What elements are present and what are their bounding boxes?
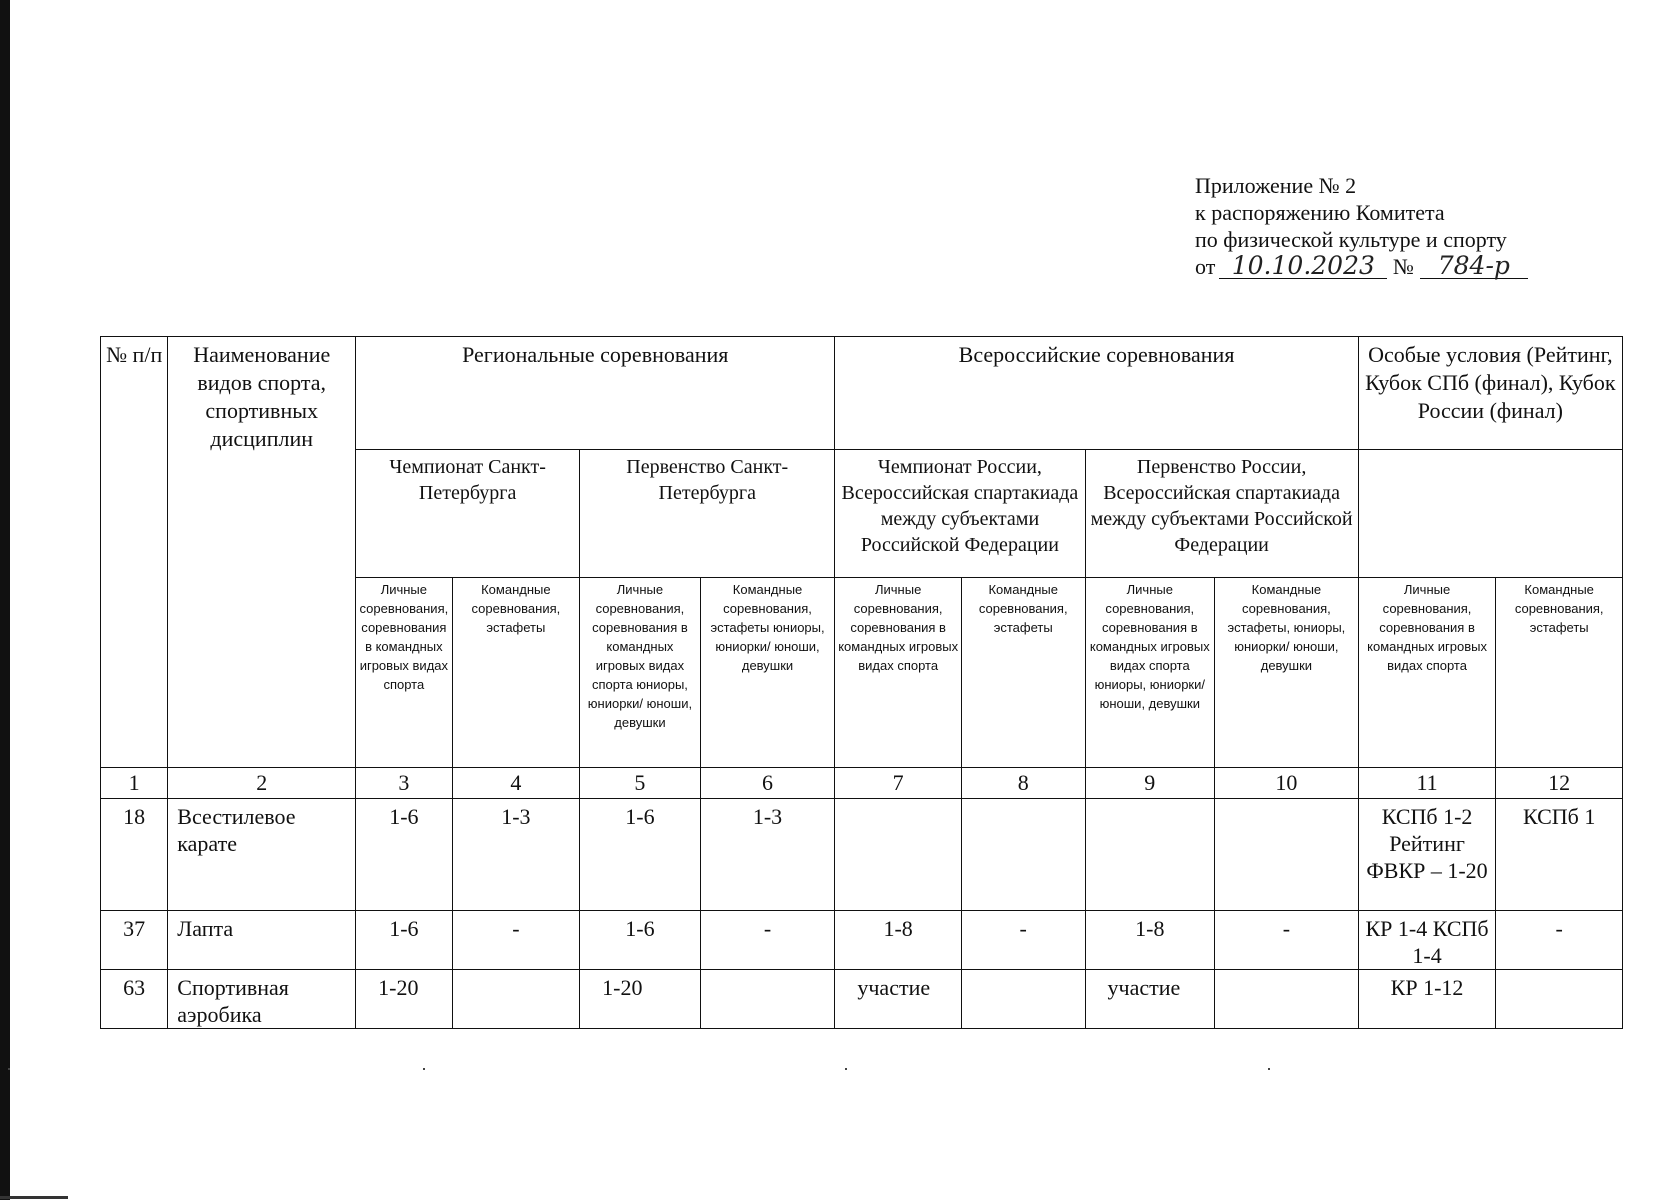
header-line-date: [1195, 253, 1528, 280]
competitions-table: [100, 336, 1623, 1029]
cell-c10: [1215, 970, 1359, 1029]
scan-dot: [1268, 1068, 1270, 1070]
column-number: 1: [101, 768, 168, 799]
cell-c10: [1215, 799, 1359, 911]
date-prefix: от: [1195, 254, 1216, 279]
cell-c9: участие: [1085, 970, 1215, 1029]
group-special-header: Особые условия (Рейтинг, Кубок СПб (финал), Кубок России (финал): [1358, 337, 1622, 450]
cell-c5: 1-6: [580, 911, 701, 970]
header-line-1: Приложение № 2: [1195, 173, 1357, 198]
cell-c11: КР 1-4 КСПб 1-4: [1358, 911, 1496, 970]
col7-header: Личные соревнования, соревнования в командных игровых видах спорта: [835, 578, 962, 768]
column-number: 4: [452, 768, 580, 799]
cell-c12: [1496, 970, 1623, 1029]
cell-c6: -: [700, 911, 835, 970]
table-row: [101, 799, 1623, 911]
cell-c4: 1-3: [452, 799, 580, 911]
row-num: 37: [101, 911, 168, 970]
cell-c5: 1-6: [580, 799, 701, 911]
row-num: 18: [101, 799, 168, 911]
col-num-header: № п/п: [101, 337, 168, 768]
cell-c4: [452, 970, 580, 1029]
cell-c11: КР 1-12: [1358, 970, 1496, 1029]
column-number: 5: [580, 768, 701, 799]
cell-c9: 1-8: [1085, 911, 1215, 970]
cell-c3: 1-20: [356, 970, 452, 1029]
cell-c6: [700, 970, 835, 1029]
sport-name: Спортивная аэробика: [168, 970, 356, 1029]
cell-c8: -: [961, 911, 1085, 970]
scan-bottom-mark: [0, 1196, 68, 1199]
group-allrussian-header: Всероссийские соревнования: [835, 337, 1358, 450]
col3-header: Личные соревнования, соревнования в командных игровых видах спорта: [356, 578, 452, 768]
column-number: 10: [1215, 768, 1359, 799]
col12-header: Командные соревнования, эстафеты: [1496, 578, 1623, 768]
col9-header: Личные соревнования, соревнования в командных игровых видах спорта юниоры, юниорки/ юноши, девушки: [1085, 578, 1215, 768]
cell-c9: [1085, 799, 1215, 911]
scan-dot: [845, 1068, 847, 1070]
col5-header: Личные соревнования, соревнования в командных игровых видах спорта юниоры, юниорки/ юноши, девушки: [580, 578, 701, 768]
appendix-header: [1195, 172, 1528, 280]
column-number: 7: [835, 768, 962, 799]
sub-special-empty: [1358, 450, 1622, 578]
col4-header: Командные соревнования, эстафеты: [452, 578, 580, 768]
sub-first-russia-header: Первенство России, Всероссийская спартакиада между субъектами Российской Федерации: [1085, 450, 1358, 578]
row-num: 63: [101, 970, 168, 1029]
header-line-3: по физической культуре и спорту: [1195, 227, 1507, 252]
cell-c11: КСПб 1-2 Рейтинг ФВКР – 1-20: [1358, 799, 1496, 911]
col8-header: Командные соревнования, эстафеты: [961, 578, 1085, 768]
col11-header: Личные соревнования, соревнования в командных игровых видах спорта: [1358, 578, 1496, 768]
sub-first-spb-header: Первенство Санкт-Петербурга: [580, 450, 835, 578]
column-number: 3: [356, 768, 452, 799]
column-number-row: [101, 768, 1623, 799]
group-regional-header: Региональные соревнования: [356, 337, 835, 450]
col6-header: Командные соревнования, эстафеты юниоры, юниорки/ юноши, девушки: [700, 578, 835, 768]
sport-name: Лапта: [168, 911, 356, 970]
col10-header: Командные соревнования, эстафеты, юниоры, юниорки/ юноши, девушки: [1215, 578, 1359, 768]
cell-c7: 1-8: [835, 911, 962, 970]
header-row-1: [101, 337, 1623, 450]
sport-name: Всестилевое карате: [168, 799, 356, 911]
cell-c3: 1-6: [356, 799, 452, 911]
cell-c4: -: [452, 911, 580, 970]
header-line-2: к распоряжению Комитета: [1195, 200, 1445, 225]
handwritten-date: 10.10.2023: [1219, 254, 1387, 279]
column-number: 6: [700, 768, 835, 799]
cell-c8: [961, 799, 1085, 911]
column-number: 12: [1496, 768, 1623, 799]
sub-champ-russia-header: Чемпионат России, Всероссийская спартакиада между субъектами Российской Федерации: [835, 450, 1085, 578]
cell-c12: -: [1496, 911, 1623, 970]
cell-c7: участие: [835, 970, 962, 1029]
column-number: 8: [961, 768, 1085, 799]
scan-dot: [423, 1068, 425, 1070]
cell-c12: КСПб 1: [1496, 799, 1623, 911]
scan-edge-bar: [0, 0, 10, 1200]
sub-champ-spb-header: Чемпионат Санкт-Петербурга: [356, 450, 580, 578]
scan-dot: [8, 1068, 10, 1070]
table-row: [101, 970, 1623, 1029]
cell-c8: [961, 970, 1085, 1029]
table-row: [101, 911, 1623, 970]
cell-c7: [835, 799, 962, 911]
cell-c5: 1-20: [580, 970, 701, 1029]
cell-c10: -: [1215, 911, 1359, 970]
col-name-header: Наименование видов спорта, спортивных дисциплин: [168, 337, 356, 768]
column-number: 9: [1085, 768, 1215, 799]
cell-c6: 1-3: [700, 799, 835, 911]
handwritten-number: 784-р: [1420, 254, 1528, 279]
column-number: 2: [168, 768, 356, 799]
cell-c3: 1-6: [356, 911, 452, 970]
column-number: 11: [1358, 768, 1496, 799]
number-prefix: №: [1392, 254, 1414, 279]
